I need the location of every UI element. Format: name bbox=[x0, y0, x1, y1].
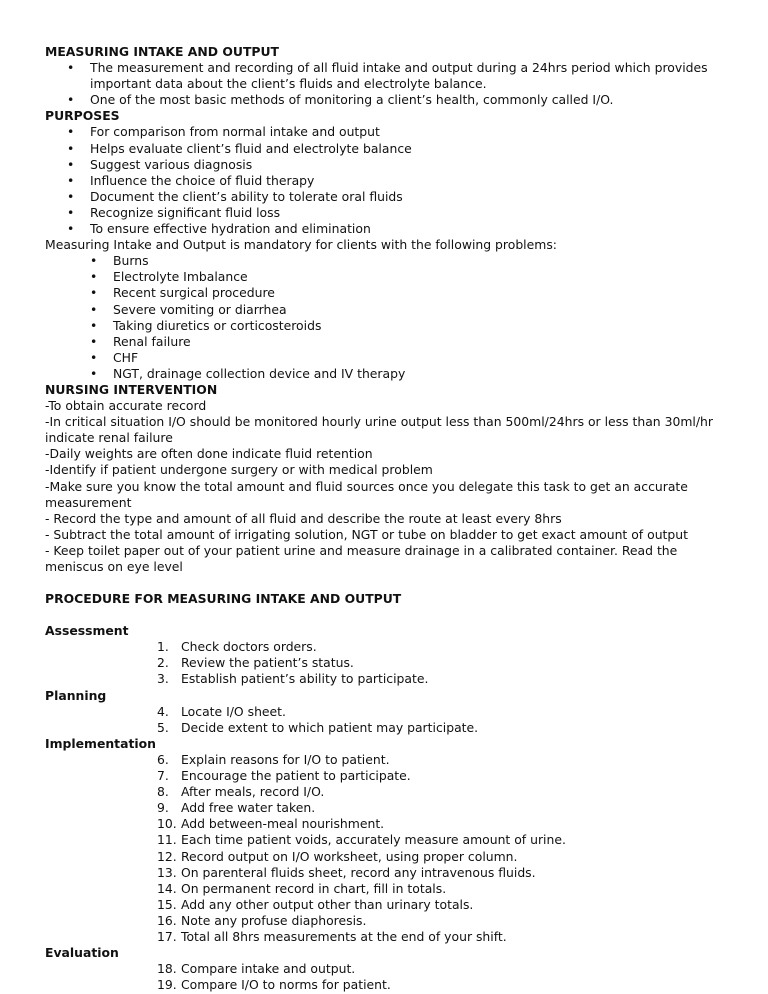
list-item: • Burns bbox=[45, 253, 735, 269]
step-number: 15. bbox=[157, 896, 177, 912]
list-item: • Document the client’s ability to tolerate oral fluids bbox=[45, 189, 735, 205]
step-number: 8. bbox=[157, 784, 169, 800]
step-text: Decide extent to which patient may participate. bbox=[181, 719, 479, 735]
nursing-heading: NURSING INTERVENTION bbox=[45, 381, 218, 397]
step-number: 11. bbox=[157, 832, 177, 848]
step-text: Establish patient’s ability to participate. bbox=[181, 671, 429, 687]
list-item: • Taking diuretics or corticosteroids bbox=[45, 318, 735, 334]
step-item bbox=[45, 784, 735, 800]
step-number: 13. bbox=[157, 864, 177, 880]
step-number: 12. bbox=[157, 848, 177, 864]
step-text: Record output on I/O worksheet, using proper column. bbox=[181, 848, 518, 864]
step-text: After meals, record I/O. bbox=[181, 784, 325, 800]
step-number: 3. bbox=[157, 671, 169, 687]
list-item: • Suggest various diagnosis bbox=[45, 157, 735, 173]
procedure-heading: PROCEDURE FOR MEASURING INTAKE AND OUTPUT bbox=[45, 591, 402, 607]
planning-steps bbox=[45, 704, 735, 736]
step-number: 6. bbox=[157, 751, 169, 767]
nursing-line: - Record the type and amount of all fluid and describe the route at least every 8hrs bbox=[45, 510, 562, 526]
step-item bbox=[45, 849, 735, 865]
section-label-evaluation: Evaluation bbox=[45, 945, 119, 961]
step-item bbox=[45, 961, 735, 977]
nursing-line: -Identify if patient undergone surgery or with medical problem bbox=[45, 462, 433, 478]
list-item: • The measurement and recording of all fluid intake and output during a 24hrs period which provides important data about the client’s fluids and electrolyte balance. bbox=[45, 60, 735, 92]
step-text: Encourage the patient to participate. bbox=[181, 768, 411, 784]
list-item: • Influence the choice of fluid therapy bbox=[45, 173, 735, 189]
list-item: • Renal failure bbox=[45, 334, 735, 350]
step-number: 10. bbox=[157, 816, 177, 832]
step-number: 19. bbox=[157, 977, 177, 993]
list-item: • Helps evaluate client’s fluid and electrolyte balance bbox=[45, 141, 735, 157]
problems-list bbox=[45, 253, 735, 382]
step-text: Explain reasons for I/O to patient. bbox=[181, 751, 390, 767]
step-number: 4. bbox=[157, 703, 169, 719]
step-item bbox=[45, 704, 735, 720]
list-item: • Severe vomiting or diarrhea bbox=[45, 302, 735, 318]
nursing-line: -Daily weights are often done indicate fluid retention bbox=[45, 446, 373, 462]
list-item: • NGT, drainage collection device and IV therapy bbox=[45, 366, 735, 382]
step-item bbox=[45, 816, 735, 832]
assessment-steps bbox=[45, 639, 735, 687]
step-text: Check doctors orders. bbox=[181, 639, 317, 655]
step-number: 18. bbox=[157, 961, 177, 977]
step-item bbox=[45, 752, 735, 768]
step-text: On permanent record in chart, fill in totals. bbox=[181, 880, 447, 896]
implementation-steps bbox=[45, 752, 735, 945]
list-item: • One of the most basic methods of monitoring a client’s health, commonly called I/O. bbox=[45, 92, 735, 108]
step-number: 2. bbox=[157, 655, 169, 671]
step-item bbox=[45, 881, 735, 897]
list-item: • CHF bbox=[45, 350, 735, 366]
step-number: 5. bbox=[157, 719, 169, 735]
step-text: Add any other output other than urinary totals. bbox=[181, 896, 474, 912]
list-item: • Recent surgical procedure bbox=[45, 285, 735, 301]
section-label-implementation: Implementation bbox=[45, 735, 156, 751]
purposes-heading: PURPOSES bbox=[45, 108, 120, 124]
step-text: Note any profuse diaphoresis. bbox=[181, 912, 367, 928]
nursing-line: -To obtain accurate record bbox=[45, 398, 207, 414]
step-text: Each time patient voids, accurately measure amount of urine. bbox=[181, 832, 566, 848]
step-text: Compare intake and output. bbox=[181, 961, 356, 977]
step-item bbox=[45, 832, 735, 848]
document-title: MEASURING INTAKE AND OUTPUT bbox=[45, 44, 280, 59]
section-label-planning: Planning bbox=[45, 687, 107, 703]
step-item bbox=[45, 800, 735, 816]
step-text: Locate I/O sheet. bbox=[181, 703, 286, 719]
list-item: • To ensure effective hydration and elimination bbox=[45, 221, 735, 237]
step-item bbox=[45, 913, 735, 929]
step-text: Total all 8hrs measurements at the end of your shift. bbox=[181, 928, 507, 944]
step-number: 9. bbox=[157, 800, 169, 816]
step-item bbox=[45, 865, 735, 881]
nursing-line: -In critical situation I/O should be monitored hourly urine output less than 500ml/24hrs or less than 30ml/hr indicate renal failure bbox=[45, 414, 713, 446]
step-item bbox=[45, 929, 735, 945]
step-item bbox=[45, 671, 735, 687]
intro-list bbox=[45, 60, 735, 108]
list-item: • For comparison from normal intake and output bbox=[45, 124, 735, 140]
section-label-assessment: Assessment bbox=[45, 623, 129, 639]
nursing-list bbox=[45, 398, 735, 575]
mandatory-text: Measuring Intake and Output is mandatory for clients with the following problems: bbox=[45, 237, 557, 253]
step-number: 17. bbox=[157, 928, 177, 944]
step-item bbox=[45, 768, 735, 784]
step-item bbox=[45, 655, 735, 671]
nursing-line: -Make sure you know the total amount and fluid sources once you delegate this task to get an accurate measurement bbox=[45, 478, 688, 510]
purposes-list bbox=[45, 124, 735, 237]
step-number: 16. bbox=[157, 912, 177, 928]
step-item bbox=[45, 639, 735, 655]
nursing-line: - Subtract the total amount of irrigating solution, NGT or tube on bladder to get exact amount of output bbox=[45, 526, 688, 542]
step-text: Add between-meal nourishment. bbox=[181, 816, 385, 832]
list-item: • Recognize significant fluid loss bbox=[45, 205, 735, 221]
document-page bbox=[45, 44, 735, 993]
step-text: On parenteral fluids sheet, record any intravenous fluids. bbox=[181, 864, 536, 880]
step-item bbox=[45, 720, 735, 736]
step-text: Add free water taken. bbox=[181, 800, 316, 816]
step-text: Compare I/O to norms for patient. bbox=[181, 977, 391, 993]
step-item bbox=[45, 977, 735, 993]
list-item: • Electrolyte Imbalance bbox=[45, 269, 735, 285]
step-number: 1. bbox=[157, 639, 169, 655]
step-text: Review the patient’s status. bbox=[181, 655, 354, 671]
step-item bbox=[45, 897, 735, 913]
step-number: 7. bbox=[157, 768, 169, 784]
evaluation-steps bbox=[45, 961, 735, 993]
step-number: 14. bbox=[157, 880, 177, 896]
nursing-line: - Keep toilet paper out of your patient urine and measure drainage in a calibrated container. Read the meniscus on eye level bbox=[45, 542, 678, 574]
